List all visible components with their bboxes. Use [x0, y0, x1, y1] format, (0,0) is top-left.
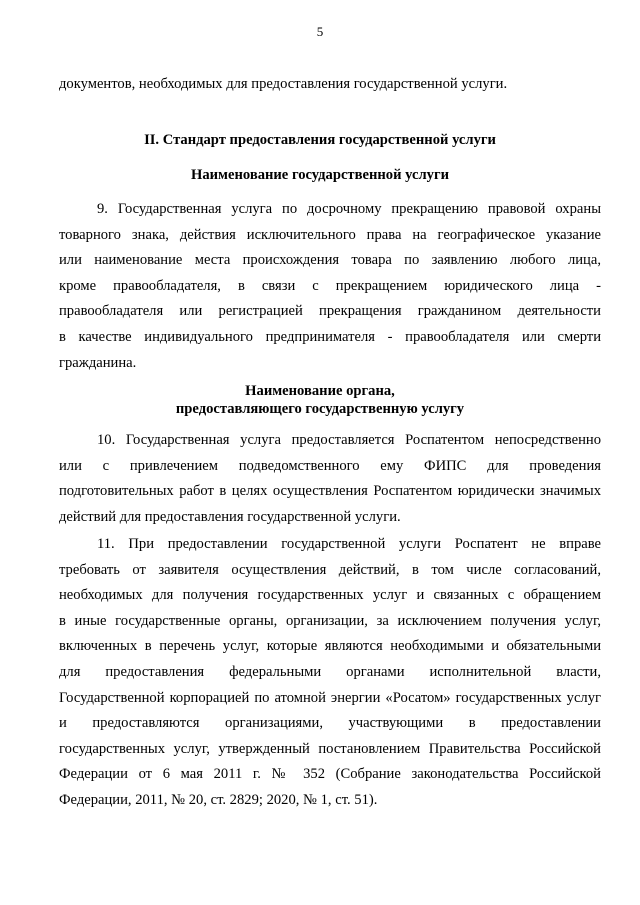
text-line: в иные государственные органы, организации, за исключением получения услуг, — [59, 612, 601, 629]
text-line: товарного знака, действия исключительного права на географическое указание — [59, 226, 601, 243]
text-line: гражданина. — [59, 354, 137, 371]
text-line: или наименование места происхождения товара по заявлению любого лица, — [59, 252, 601, 269]
text-line: 9. Государственная услуга по досрочному прекращению правовой охраны — [97, 201, 601, 217]
text-line: для предоставления федеральными органами исполнительной власти, — [59, 663, 601, 680]
text-line: действий для предоставления государственной услуги. — [59, 508, 401, 525]
text-line: или с привлечением подведомственного ему ФИПС для проведения — [59, 457, 601, 474]
text-line: и предоставляются организациями, участвующими в предоставлении — [59, 715, 601, 732]
text-line: документов, необходимых для предоставления государственной услуги. — [59, 76, 508, 92]
paragraph-11 — [59, 532, 601, 814]
subheading-organ-line-2: предоставляющего государственную услугу — [175, 401, 465, 417]
text-line: требовать от заявителя осуществления действий, в том числе согласований, — [59, 561, 601, 578]
text-line: Федерации, 2011, № 20, ст. 2829; 2020, № 1, ст. 51). — [59, 791, 378, 808]
intro-text — [59, 72, 601, 98]
text-line: необходимых для получения государственных услуг и связанных с обращением — [59, 587, 601, 604]
subheading-service-name: Наименование государственной услуги — [191, 167, 449, 183]
text-line: в качестве индивидуального предпринимателя - правообладателя или смерти — [59, 328, 601, 345]
text-line: правообладателя или регистрацией прекращения гражданином деятельности — [59, 303, 601, 320]
text-line: подготовительных работ в целях осуществления Роспатентом юридически значимых — [59, 483, 601, 500]
text-line: Федерации от 6 мая 2011 г. № 352 (Собрание законодательства Российской — [59, 766, 601, 783]
text-line: включенных в перечень услуг, которые являются необходимыми и обязательными — [59, 638, 601, 655]
section-heading: II. Стандарт предоставления государственной услуги — [144, 132, 496, 148]
text-line: кроме правообладателя, в связи с прекращением юридического лица - — [59, 277, 601, 294]
page-number: 5 — [316, 24, 324, 39]
text-line: государственных услуг, утвержденный постановлением Правительства Российской — [59, 740, 601, 757]
subheading-organ-line-1: Наименование органа, — [245, 383, 395, 399]
text-line: 10. Государственная услуга предоставляется Роспатентом непосредственно — [97, 432, 601, 448]
paragraph-9 — [59, 197, 601, 376]
text-line: Государственной корпорацией по атомной энергии «Росатом» государственных услуг — [59, 689, 601, 706]
paragraph-10 — [59, 428, 601, 530]
text-line: 11. При предоставлении государственной услуги Роспатент не вправе — [97, 536, 601, 552]
